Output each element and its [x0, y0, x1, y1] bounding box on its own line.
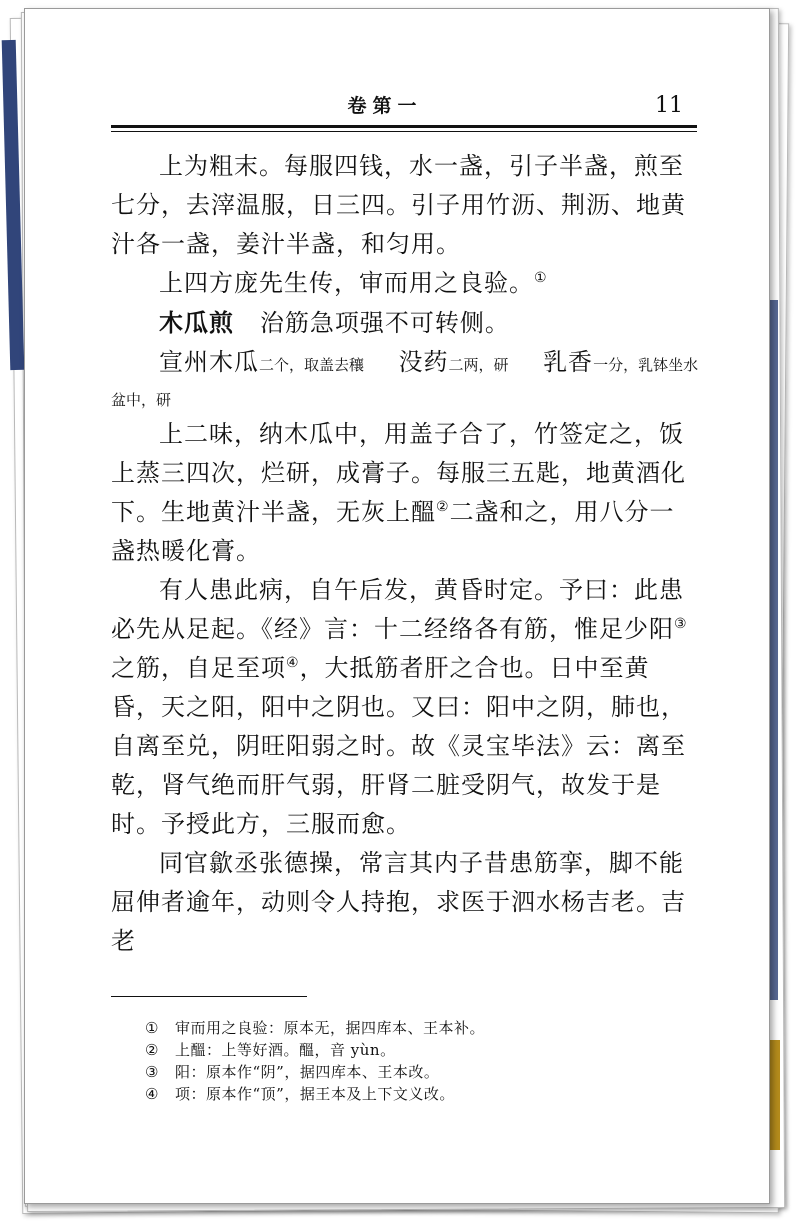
herb-name: 乳香: [543, 348, 594, 376]
herb-name: 宣州木瓜: [159, 348, 259, 376]
footnote-text: 审而用之良验：原本无，据四库本、王本补。: [175, 1019, 486, 1037]
header-rule-thin: [111, 131, 697, 132]
herb-name: 没药: [398, 348, 449, 376]
body-text: [111, 147, 699, 961]
footnote-item: [145, 1083, 705, 1105]
footnote-mark: ①: [145, 1019, 159, 1037]
paragraph-text: ，大抵筋者肝之合也。日中至黄昏，天之阳，阳中之阴也。又曰：阳中之阴，肺也，自离至兑，阴旺阳弱之时。故《灵宝毕法》云：离至乾，肾气绝而肝气弱，肝肾二脏受阴气，故发于是时。予授此方，三服而愈。: [111, 654, 686, 838]
footnote-ref-1[interactable]: ①: [534, 270, 548, 286]
page-number: 11: [655, 93, 683, 118]
paragraph-text: 上四方庞先生传，审而用之良验。: [159, 269, 534, 297]
paragraph-text: 有人患此病，自午后发，黄昏时定。予曰：此患必先从足起。《经》言：十二经络各有筋，惟足少阳: [111, 576, 684, 643]
footnote-text: 上醞：上等好酒。醞，音 yùn。: [175, 1041, 396, 1059]
footnote-mark: ②: [145, 1041, 159, 1059]
footnote-text: 阳：原本作“阴”，据四库本、王本改。: [175, 1063, 440, 1081]
paragraph-text: 上二味，纳木瓜中，用盖子合了，竹签定之，饭上蒸三四次，烂研，成膏子。每服三五匙，地黄酒化下。生地黄汁半盏，无灰上醞: [111, 420, 686, 526]
footnote-divider: [111, 996, 307, 997]
header-rule-thick: [111, 125, 697, 128]
footnote-item: [145, 1061, 705, 1083]
footnote-text: 项：原本作“顶”，据王本及上下文义改。: [175, 1085, 455, 1103]
footnote-ref-2[interactable]: ②: [436, 499, 450, 515]
footnotes: [145, 1017, 705, 1105]
footnote-ref-3[interactable]: ③: [674, 616, 688, 632]
page-header-title: 卷第一: [347, 95, 423, 117]
paragraph-text: 二盏和之，用八分一盏热暖化膏。: [111, 498, 675, 565]
paragraph-formula-title: [111, 303, 699, 343]
formula-name: 木瓜煎: [159, 308, 234, 337]
herb-dosage-note: 二个，取盖去穰: [259, 356, 365, 374]
paragraph-ingredients: [111, 343, 699, 415]
footnote-item: [145, 1017, 705, 1039]
paragraph-preparation: [111, 415, 699, 571]
herb-dosage-note: 一分，乳钵坐水盆中，研: [111, 356, 699, 409]
paragraph-text: 之筋，自足至项: [111, 654, 286, 682]
paragraph-prescription-method: 上为粗末。每服四钱，水一盏，引子半盏，煎至七分，去滓温服，日三四。引子用竹沥、荆沥、地黄汁各一盏，姜汁半盏，和匀用。: [111, 152, 686, 258]
footnote-item: [145, 1039, 705, 1061]
footnote-mark: ④: [145, 1085, 159, 1103]
book-edge-gold: [770, 1040, 780, 1150]
footnote-ref-4[interactable]: ④: [286, 655, 300, 671]
paragraph-case: [111, 571, 699, 844]
book-page: [24, 8, 770, 1204]
paragraph-anecdote: 同官歙丞张德操，常言其内子昔患筋挛，脚不能屈伸者逾年，动则令人持抱，求医于泗水杨吉老。吉老: [111, 849, 686, 955]
paragraph-source-note: [111, 264, 699, 303]
footnote-mark: ③: [145, 1063, 159, 1081]
herb-dosage-note: 二两，研: [448, 356, 509, 374]
formula-indication: 治筋急项强不可转侧。: [259, 309, 510, 337]
